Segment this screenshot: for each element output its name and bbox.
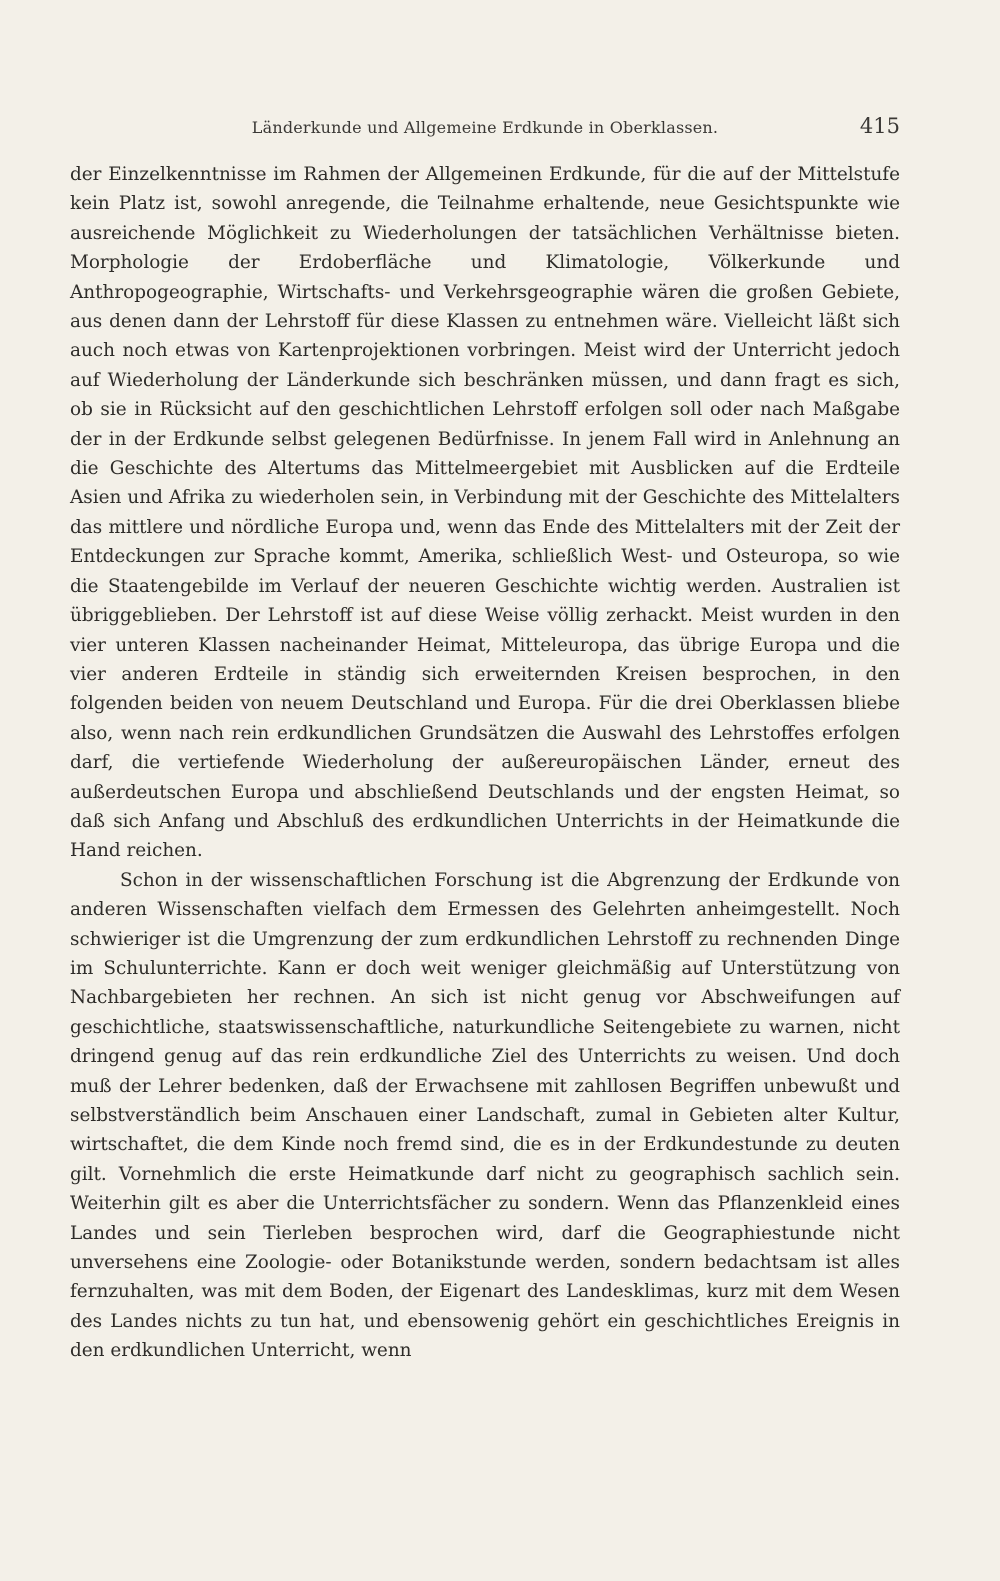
paragraph-2: Schon in der wissenschaftlichen Forschung ist die Abgrenzung der Erdkunde von anderen Wissenschaften vielfach dem Ermessen des Gelehrten anheimgestellt. Noch schwieriger ist die Umgrenzung der zum erdkundlichen Lehrstoff zu rechnenden Dinge im Schulunterrichte. Kann er doch weit weniger gleichmäßig auf Unterstützung von Nachbargebieten her rechnen. An sich ist nicht genug vor Abschweifungen auf geschichtliche, staatswissenschaftliche, naturkundliche Seitengebiete zu warnen, nicht dringend genug auf das rein erdkundliche Ziel des Unterrichts zu weisen. Und doch muß der Lehrer bedenken, daß der Erwachsene mit zahllosen Begriffen unbewußt und selbstverständlich beim Anschauen einer Landschaft, zumal in Gebieten alter Kultur, wirtschaftet, die dem Kinde noch fremd sind, die es in der Erdkundestunde zu deuten gilt. Vornehmlich die erste Heimatkunde darf nicht zu geographisch sachlich sein. Weiterhin gilt es aber die Unterrichtsfächer zu sondern. Wenn das Pflanzenkleid eines Landes und sein Tierleben besprochen wird, darf die Geographiestunde nicht unversehens eine Zoologie- oder Botanikstunde werden, sondern bedachtsam ist alles fernzuhalten, was mit dem Boden, der Eigenart des Landesklimas, kurz mit dem Wesen des Landes nichts zu tun hat, und ebensowenig gehört ein geschichtliches Ereignis in den erdkundlichen Unterricht, wenn [70, 869, 900, 1362]
running-title: Länderkunde und Allgemeine Erdkunde in Oberklassen. [251, 118, 719, 137]
body-text [70, 160, 900, 1366]
page-number: 415 [859, 114, 900, 138]
running-head [70, 112, 900, 152]
paragraph-1: der Einzelkenntnisse im Rahmen der Allgemeinen Erdkunde, für die auf der Mittelstufe kein Platz ist, sowohl anregende, die Teilnahme erhaltende, neue Gesichtspunkte wie ausreichende Möglichkeit zu Wiederholungen der tatsächlichen Verhältnisse bieten. Morphologie der Erdoberfläche und Klimatologie, Völkerkunde und Anthropogeographie, Wirtschafts- und Verkehrsgeographie wären die großen Gebiete, aus denen dann der Lehrstoff für diese Klassen zu entnehmen wäre. Vielleicht läßt sich auch noch etwas von Kartenprojektionen vorbringen. Meist wird der Unterricht jedoch auf Wiederholung der Länderkunde sich beschränken müssen, und dann fragt es sich, ob sie in Rücksicht auf den geschichtlichen Lehrstoff erfolgen soll oder nach Maßgabe der in der Erdkunde selbst gelegenen Bedürfnisse. In jenem Fall wird in Anlehnung an die Geschichte des Altertums das Mittelmeergebiet mit Ausblicken auf die Erdteile Asien und Afrika zu wiederholen sein, in Verbindung mit der Geschichte des Mittelalters das mittlere und nördliche Europa und, wenn das Ende des Mittelalters mit der Zeit der Entdeckungen zur Sprache kommt, Amerika, schließlich West- und Osteuropa, so wie die Staatengebilde im Verlauf der neueren Geschichte wichtig werden. Australien ist übriggeblieben. Der Lehrstoff ist auf diese Weise völlig zerhackt. Meist wurden in den vier unteren Klassen nacheinander Heimat, Mitteleuropa, das übrige Europa und die vier anderen Erdteile in ständig sich erweiternden Kreisen besprochen, in den folgenden beiden von neuem Deutschland und Europa. Für die drei Oberklassen bliebe also, wenn nach rein erdkundlichen Grundsätzen die Auswahl des Lehrstoffes erfolgen darf, die vertiefende Wiederholung der außereuropäischen Länder, erneut des außerdeutschen Europa und abschließend Deutschlands und der engsten Heimat, so daß sich Anfang und Abschluß des erdkundlichen Unterrichts in der Heimatkunde die Hand reichen. [70, 164, 900, 862]
